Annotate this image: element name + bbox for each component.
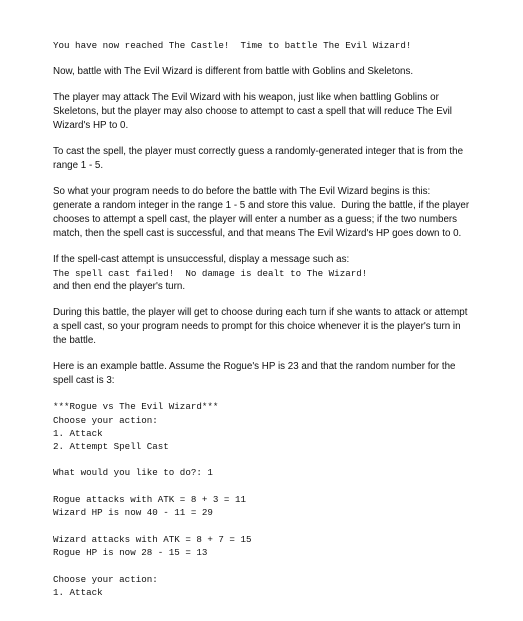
- paragraph-battle-difference: Now, battle with The Evil Wizard is different from battle with Goblins and Skeletons.: [53, 66, 414, 77]
- example-wizard-hp: Wizard HP is now 40 - 11 = 29: [53, 507, 213, 518]
- paragraph-program-steps-line3: chooses to attempt a spell cast, the player will enter a number as a guess; if the two numbers: [53, 214, 458, 225]
- example-choose-action: Choose your action:: [53, 415, 158, 426]
- paragraph-failure-end: and then end the player's turn.: [53, 281, 186, 292]
- paragraph-failure-intro: If the spell-cast attempt is unsuccessful, display a message such as:: [53, 254, 350, 265]
- example-header: ***Rogue vs The Evil Wizard***: [53, 401, 219, 412]
- paragraph-turn-choice-line2: a spell cast, so your program needs to prompt for this choice whenever it is the player's turn in: [53, 321, 461, 332]
- paragraph-example-intro-line2: spell cast is 3:: [53, 375, 115, 386]
- paragraph-turn-choice-line1: During this battle, the player will get to choose during each turn if she wants to attack or attempt: [53, 307, 468, 318]
- paragraph-program-steps-line1: So what your program needs to do before the battle with The Evil Wizard begins is this:: [53, 186, 431, 197]
- paragraph-attack-options-line2: Skeletons, but the player may also choose to attempt to cast a spell that will reduce The Evil: [53, 106, 452, 117]
- failure-message: The spell cast failed! No damage is dealt to The Wizard!: [53, 268, 368, 279]
- example-rogue-hp: Rogue HP is now 28 - 15 = 13: [53, 547, 208, 558]
- intro-line: You have now reached The Castle! Time to battle The Evil Wizard!: [53, 40, 412, 51]
- example-choose-action-2: Choose your action:: [53, 574, 158, 585]
- paragraph-attack-options-line1: The player may attack The Evil Wizard with his weapon, just like when battling Goblins or: [53, 92, 439, 103]
- example-rogue-attack: Rogue attacks with ATK = 8 + 3 = 11: [53, 494, 246, 505]
- paragraph-cast-rule-line2: range 1 - 5.: [53, 160, 104, 171]
- example-wizard-attack: Wizard attacks with ATK = 8 + 7 = 15: [53, 534, 252, 545]
- paragraph-program-steps-line4: match, then the spell cast is successful, and that means The Evil Wizard's HP goes down to 0.: [53, 228, 462, 239]
- example-prompt: What would you like to do?: 1: [53, 467, 213, 478]
- paragraph-example-intro-line1: Here is an example battle. Assume the Rogue's HP is 23 and that the random number for the: [53, 361, 456, 372]
- example-option-attack: 1. Attack: [53, 428, 103, 439]
- example-option-attack-2: 1. Attack: [53, 587, 103, 598]
- paragraph-turn-choice-line3: the battle.: [53, 335, 97, 346]
- paragraph-cast-rule-line1: To cast the spell, the player must correctly guess a randomly-generated integer that is from the: [53, 146, 464, 157]
- paragraph-attack-options-line3: Wizard's HP to 0.: [53, 120, 129, 131]
- example-option-spell: 2. Attempt Spell Cast: [53, 441, 169, 452]
- paragraph-program-steps-line2: generate a random integer in the range 1 - 5 and store this value. During the battle, if the player: [53, 200, 470, 211]
